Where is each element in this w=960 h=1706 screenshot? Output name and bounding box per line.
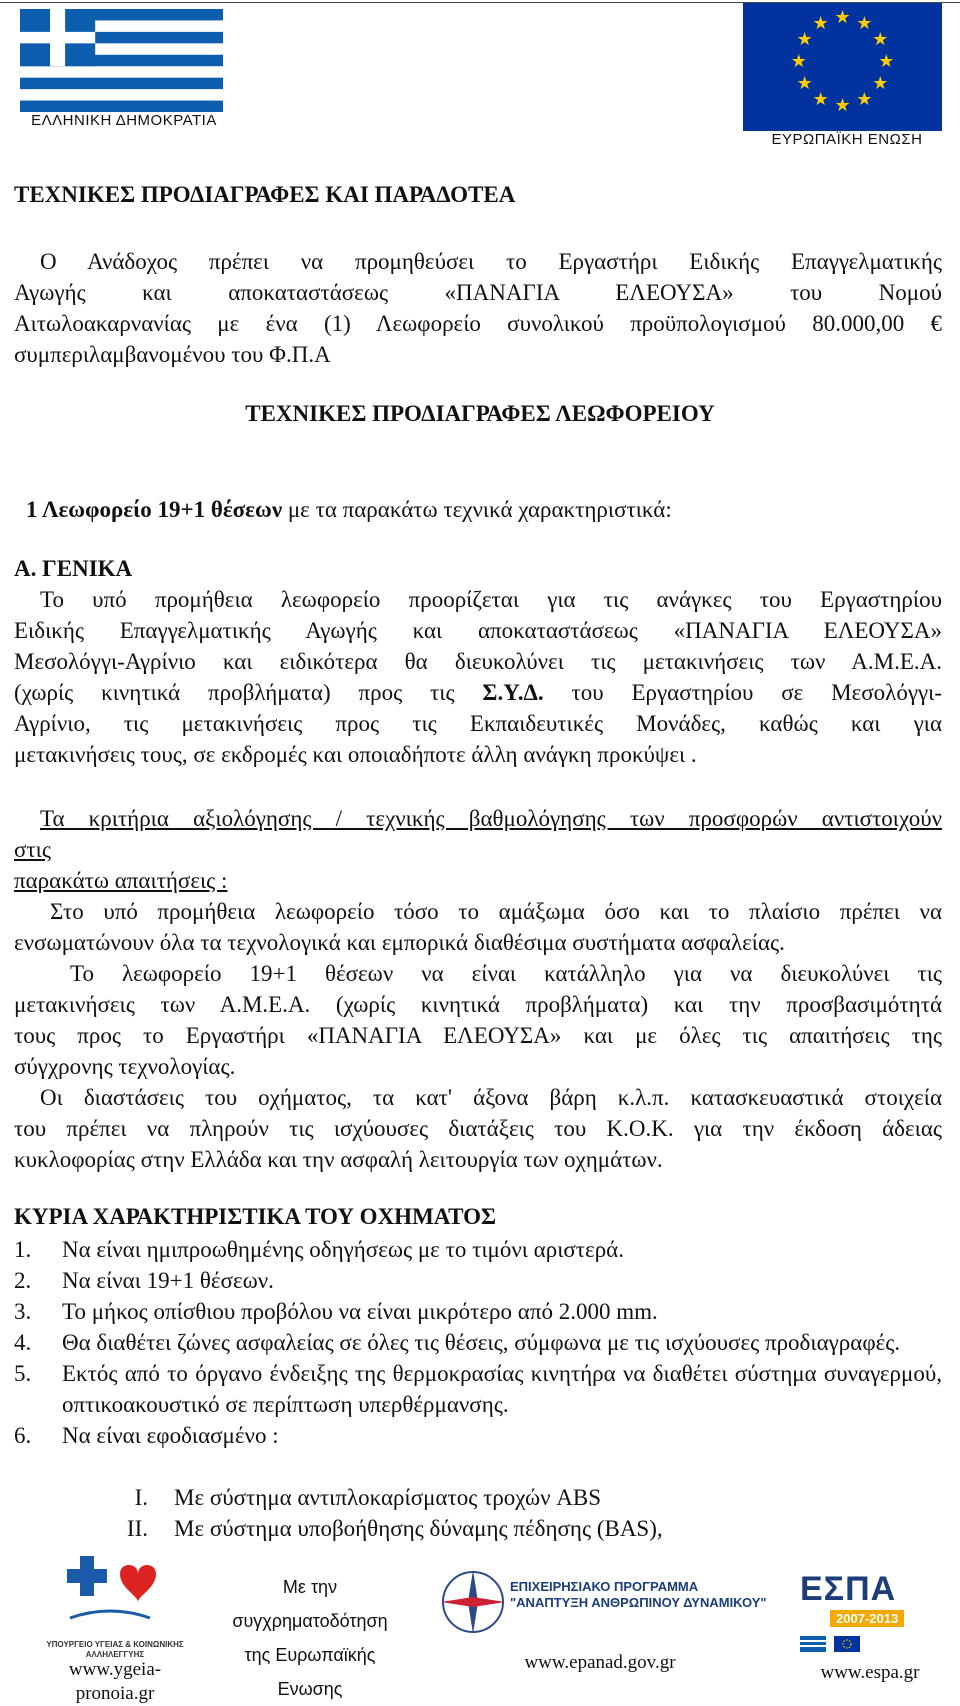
sub-list-text: Με σύστημα υποβοήθησης δύναμης πέδησης (BAS), (174, 1516, 663, 1541)
requirements-line: Το λεωφορείο 19+1 θέσεων να είναι κατάλληλο για να διευκολύνει τις (70, 961, 942, 986)
section-a-line: Αγρίνιο, τις μετακινήσεις προς τις Εκπαιδευτικές Μονάδες, καθώς και για (14, 711, 942, 736)
espa-title: ΕΣΠΑ (800, 1570, 897, 1608)
criteria-line: Τα κριτήρια αξιολόγησης / τεχνικής βαθμολόγησης των προσφορών αντιστοιχούν (40, 806, 942, 831)
requirements-line: τους προς το Εργαστήρι «ΠΑΝΑΓΙΑ ΕΛΕΟΥΣΑ» και με όλες τις απαιτήσεις της (14, 1023, 942, 1048)
list-number: 6. (14, 1423, 32, 1448)
intro-line: Ο Ανάδοχος πρέπει να προμηθεύσει το Εργαστήρι Ειδικής Επαγγελματικής (40, 249, 942, 274)
espa-flags-icon (800, 1634, 900, 1654)
health-link-line: www.ygeia- (68, 1659, 162, 1680)
health-ministry-logo-icon (40, 1556, 180, 1636)
svg-text:★: ★ (812, 13, 829, 35)
requirements-line: Οι διαστάσεις του οχήματος, τα κατ' άξονα βάρη κ.λ.π. κατασκευαστικά στοιχεία (40, 1085, 942, 1110)
list-number: 5. (14, 1361, 32, 1386)
criteria-block (14, 803, 942, 896)
epanad-line: ΕΠΙΧΕΙΡΗΣΙΑΚΟ ΠΡΟΓΡΑΜΜΑ (510, 1579, 699, 1594)
epanad-title (510, 1579, 767, 1611)
section-a-line4-bold: Σ.Υ.Δ. (482, 680, 544, 705)
list-number: 4. (14, 1330, 32, 1355)
section-a-paragraph (14, 584, 942, 770)
requirements-line: μετακινήσεις των Α.Μ.Ε.Α. (χωρίς κινητικά προβλήματα) και την προσβασιμότητά (14, 992, 942, 1017)
requirements-line: του πρέπει να πληρούν τις ισχύουσες διατάξεις του Κ.Ο.Κ. για την έκδοση άδειας (14, 1116, 942, 1141)
svg-text:★: ★ (856, 88, 873, 110)
document-title: ΤΕΧΝΙΚΕΣ ΠΡΟΔΙΑΓΡΑΦΕΣ ΚΑΙ ΠΑΡΑΔΟΤΕΑ (14, 182, 516, 207)
requirements-line: σύγχρονης τεχνολογίας. (14, 1054, 236, 1079)
svg-text:★: ★ (834, 94, 851, 116)
intro-line: συμπεριλαμβανομένου του Φ.Π.Α (14, 342, 331, 367)
svg-text:★: ★ (790, 51, 807, 73)
requirements-paragraph (14, 896, 942, 1175)
list-number: 2. (14, 1268, 32, 1293)
bus-quantity-line (26, 494, 672, 525)
list-item (14, 1234, 942, 1265)
svg-text:★: ★ (796, 72, 813, 94)
list-text: Εκτός από το όργανο ένδειξης της θερμοκρασίας κινητήρα να διαθέτει σύστημα συναγερμού, οπτικοακουστικό σε περίπτωση υπερθέρμανσης. (62, 1361, 942, 1417)
list-item (14, 1327, 942, 1358)
section-a-line (14, 677, 942, 708)
list-item (14, 1420, 942, 1451)
sub-list-text: Με σύστημα αντιπλοκαρίσματος τροχών ABS (174, 1485, 602, 1510)
epanad-link[interactable]: www.epanad.gov.gr (524, 1652, 676, 1673)
svg-text:★: ★ (878, 51, 895, 73)
greece-caption: ΕΛΛΗΝΙΚΗ ΔΗΜΟΚΡΑΤΙΑ (31, 112, 217, 129)
list-item (14, 1296, 942, 1327)
requirements-line: ενσωματώνουν όλα τα τεχνολογικά και εμπορικά διαθέσιμα συστήματα ασφαλείας. (14, 930, 785, 955)
list-item (14, 1265, 942, 1296)
vehicle-features-title: ΚΥΡΙΑ ΧΑΡΑΚΤΗΡΙΣΤΙΚΑ ΤΟΥ ΟΧΗΜΑΤΟΣ (14, 1204, 497, 1229)
intro-line: Αιτωλοακαρνανίας με ένα (1) Λεωφορείο συνολικού προϋπολογισμού 80.000,00 € (14, 311, 942, 336)
svg-text:★: ★ (856, 13, 873, 35)
svg-text:★: ★ (872, 29, 889, 51)
cofunding-text (215, 1570, 405, 1706)
section-a-line4-post: του Εργαστηρίου σε Μεσολόγγι- (543, 680, 942, 705)
criteria-line: στις (14, 837, 51, 862)
svg-text:★: ★ (796, 29, 813, 51)
eu-flag-icon (743, 3, 942, 131)
cofunding-line: Ενωσης (277, 1679, 343, 1699)
sub-list-number: II. (126, 1516, 148, 1541)
intro-paragraph (14, 246, 942, 370)
cofunding-line: της Ευρωπαϊκής (244, 1645, 376, 1665)
health-ministry-caption: ΥΠΟΥΡΓΕΙΟ ΥΓΕΙΑΣ & ΚΟΙΝΩΝΙΚΗΣ ΑΛΛΗΛΕΓΓΥΗΣ (46, 1640, 184, 1659)
list-text: Το μήκος οπίσθιου προβόλου να είναι μικρότερο από 2.000 mm. (62, 1299, 658, 1324)
list-text: Θα διαθέτει ζώνες ασφαλείας σε όλες τις θέσεις, σύμφωνα με τις ισχύουσες προδιαγραφές. (62, 1330, 901, 1355)
health-ministry-link[interactable] (40, 1658, 190, 1706)
cofunding-line: συγχρηματοδότηση (232, 1611, 388, 1631)
section-a-line4-pre: (χωρίς κινητικά προβλήματα) προς τις (14, 680, 483, 705)
epanad-logo (438, 1565, 768, 1645)
svg-text:★: ★ (834, 7, 851, 29)
requirements-line: Στο υπό προμήθεια λεωφορείο τόσο το αμάξωμα όσο και το πλαίσιο πρέπει να (50, 899, 942, 924)
section-a-line: Ειδικής Επαγγελματικής Αγωγής και αποκαταστάσεως «ΠΑΝΑΓΙΑ ΕΛΕΟΥΣΑ» (14, 618, 942, 643)
list-text: Να είναι εφοδιασμένο : (62, 1423, 279, 1448)
section-a-heading: Α. ΓΕΝΙΚΑ (14, 556, 133, 581)
bus-quantity-rest: με τα παρακάτω τεχνικά χαρακτηριστικά: (282, 497, 672, 522)
compass-icon (438, 1567, 508, 1637)
section-a-line: Το υπό προμήθεια λεωφορείο προορίζεται για τις ανάγκες του Εργαστηρίου (40, 587, 942, 612)
list-number: 1. (14, 1237, 32, 1262)
sub-list-number: I. (134, 1485, 148, 1510)
svg-text:★: ★ (812, 88, 829, 110)
section-a-line: Μεσολόγγι-Αγρίνιο και ειδικότερα θα διευκολύνει τις μετακινήσεις των Α.Μ.Ε.Α. (14, 649, 942, 674)
list-number: 3. (14, 1299, 32, 1324)
bus-quantity-bold: 1 Λεωφορείο 19+1 θέσεων (26, 497, 283, 522)
svg-text:★: ★ (872, 72, 889, 94)
cofunding-line: Με την (282, 1577, 338, 1597)
section-a-line: μετακινήσεις τους, σε εκδρομές και οποιαδήποτε άλλη ανάγκη προκύψει . (14, 742, 697, 767)
espa-link[interactable]: www.espa.gr (820, 1662, 920, 1683)
list-text: Να είναι ημιπροωθημένης οδηγήσεως με το τιμόνι αριστερά. (62, 1237, 624, 1262)
greek-flag-icon (20, 9, 223, 112)
espa-logo (800, 1570, 940, 1658)
list-text: Να είναι 19+1 θέσεων. (62, 1268, 274, 1293)
epanad-line: "ΑΝΑΠΤΥΞΗ ΑΝΘΡΩΠΙΝΟΥ ΔΥΝΑΜΙΚΟΥ" (510, 1595, 767, 1610)
bus-specs-title: ΤΕΧΝΙΚΕΣ ΠΡΟΔΙΑΓΡΑΦΕΣ ΛΕΩΦΟΡΕΙΟΥ (245, 401, 715, 426)
list-item (14, 1358, 942, 1420)
features-list (14, 1234, 942, 1451)
intro-line: Αγωγής και αποκαταστάσεως «ΠΑΝΑΓΙΑ ΕΛΕΟΥΣΑ» του Νομού (14, 280, 942, 305)
eu-caption: ΕΥΡΩΠΑΪΚΗ ΕΝΩΣΗ (771, 131, 923, 148)
requirements-line: κυκλοφορίας στην Ελλάδα και την ασφαλή λειτουργία των οχημάτων. (14, 1147, 663, 1172)
health-link-line: pronoia.gr (75, 1683, 155, 1704)
espa-years: 2007-2013 (830, 1610, 904, 1627)
criteria-line: παρακάτω απαιτήσεις : (14, 868, 228, 893)
